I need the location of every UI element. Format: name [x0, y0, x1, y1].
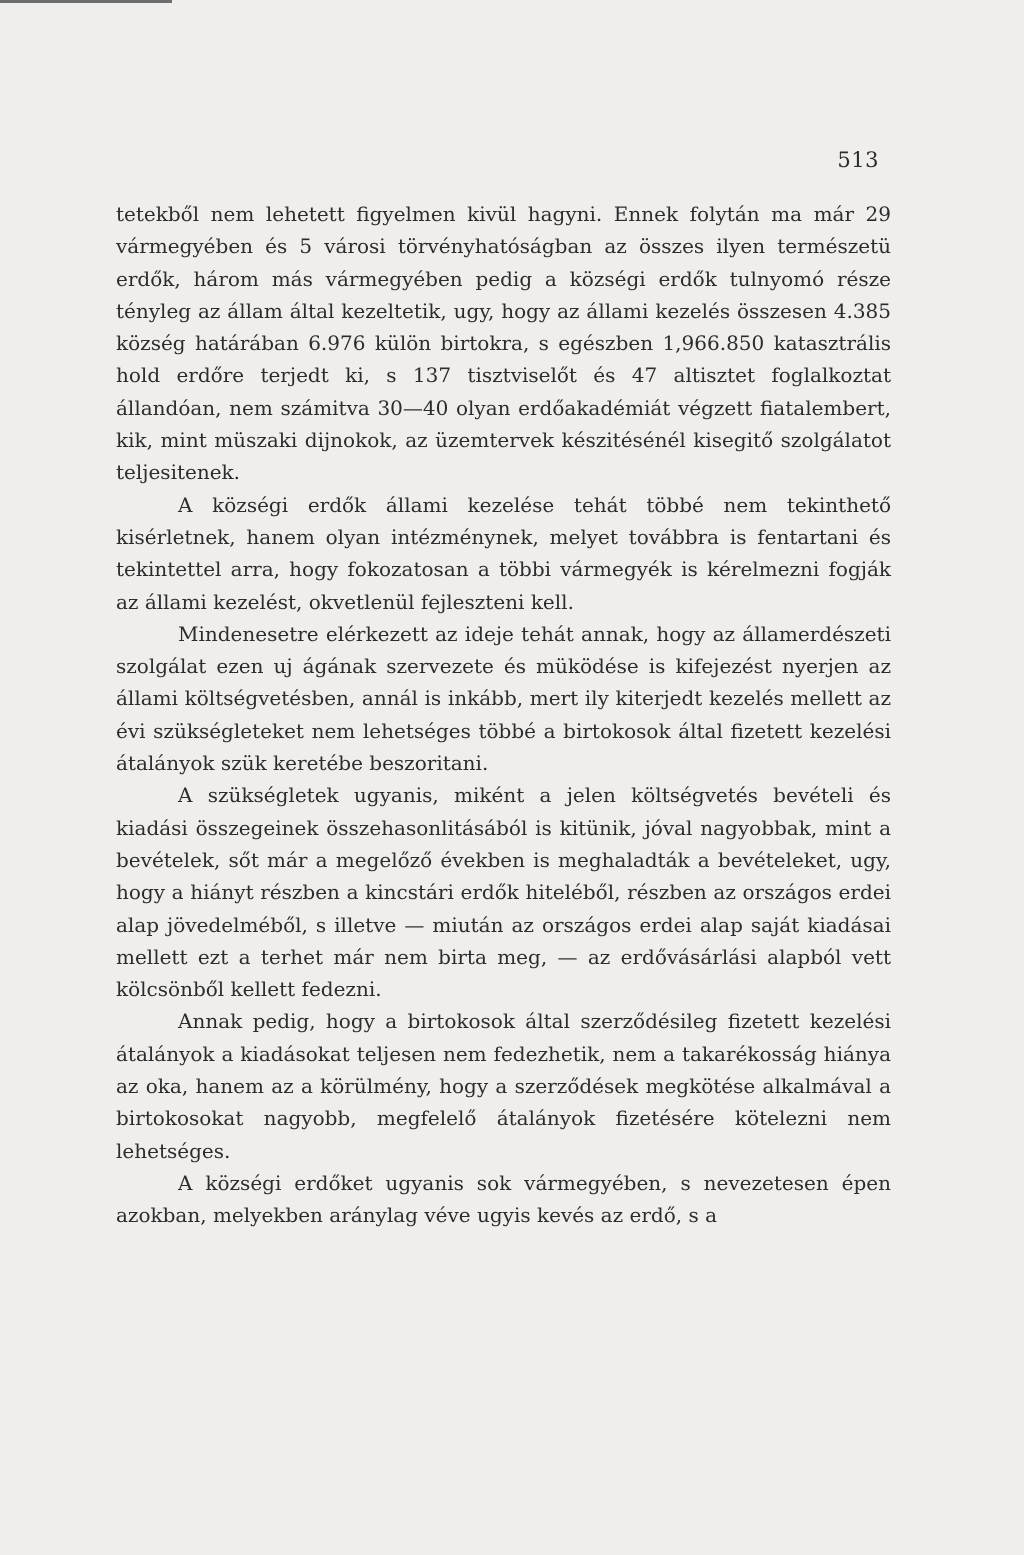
- paragraph-4: A szükségletek ugyanis, miként a jelen költségvetés bevételi és kiadási összegeinek összehasonlitásából is kitünik, jóval nagyobbak, mint a bevételek, sőt már a megelőző években is meghaladták a bevételeket, ugy, hogy a hiányt részben a kincstári erdők hiteléből, részben az országos erdei alap jövedelméből, s illetve — miután az országos erdei alap saját kiadásai mellett ezt a terhet már nem birta meg, — az erdővásárlási alapból vett kölcsönből kellett fedezni.: [116, 783, 891, 1002]
- page-number: 513: [837, 148, 879, 172]
- paragraph-5: Annak pedig, hogy a birtokosok által szerződésileg fizetett kezelési átalányok a kiadásokat teljesen nem fedezhetik, nem a takarékosság hiánya az oka, hanem az a körülmény, hogy a szerződések megkötése alkalmával a birtokosokat nagyobb, megfelelő átalányok fizetésére kötelezni nem lehetséges.: [116, 1009, 891, 1163]
- paragraph-1: tetekből nem lehetett figyelmen kivül hagyni. Ennek folytán ma már 29 vármegyében és 5 városi törvényhatóságban az összes ilyen természetü erdők, három más vármegyében pedig a községi erdők tulnyomó része tényleg az állam által kezeltetik, ugy, hogy az állami kezelés összesen 4.385 község határában 6.976 külön birtokra, s egészben 1,966.850 katasztrális hold erdőre terjedt ki, s 137 tisztviselőt és 47 altisztet foglalkoztat állandóan, nem számitva 30—40 olyan erdőakadémiát végzett fiatalembert, kik, mint müszaki dijnokok, az üzemtervek készitésénél kisegitő szolgálatot teljesitenek.: [116, 202, 891, 485]
- body-text: [116, 198, 891, 1232]
- paragraph-6: A községi erdőket ugyanis sok vármegyében, s nevezetesen épen azokban, melyekben aránylag véve ugyis kevés az erdő, s a: [116, 1170, 891, 1228]
- top-edge-rule: [0, 0, 172, 3]
- paragraph-3: Mindenesetre elérkezett az ideje tehát annak, hogy az államerdészeti szolgálat ezen uj ágának szervezete és müködése is kifejezést nyerjen az állami költségvetésben, annál is inkább, mert ily kiterjedt kezelés mellett az évi szükségleteket nem lehetséges többé a birtokosok által fizetett kezelési átalányok szük keretébe beszoritani.: [116, 621, 891, 776]
- paragraph-2: A községi erdők állami kezelése tehát többé nem tekinthető kisérletnek, hanem olyan intézménynek, melyet továbbra is fentartani és tekintettel arra, hogy fokozatosan a többi vármegyék is kérelmezni fogják az állami kezelést, okvetlenül fejleszteni kell.: [116, 492, 891, 614]
